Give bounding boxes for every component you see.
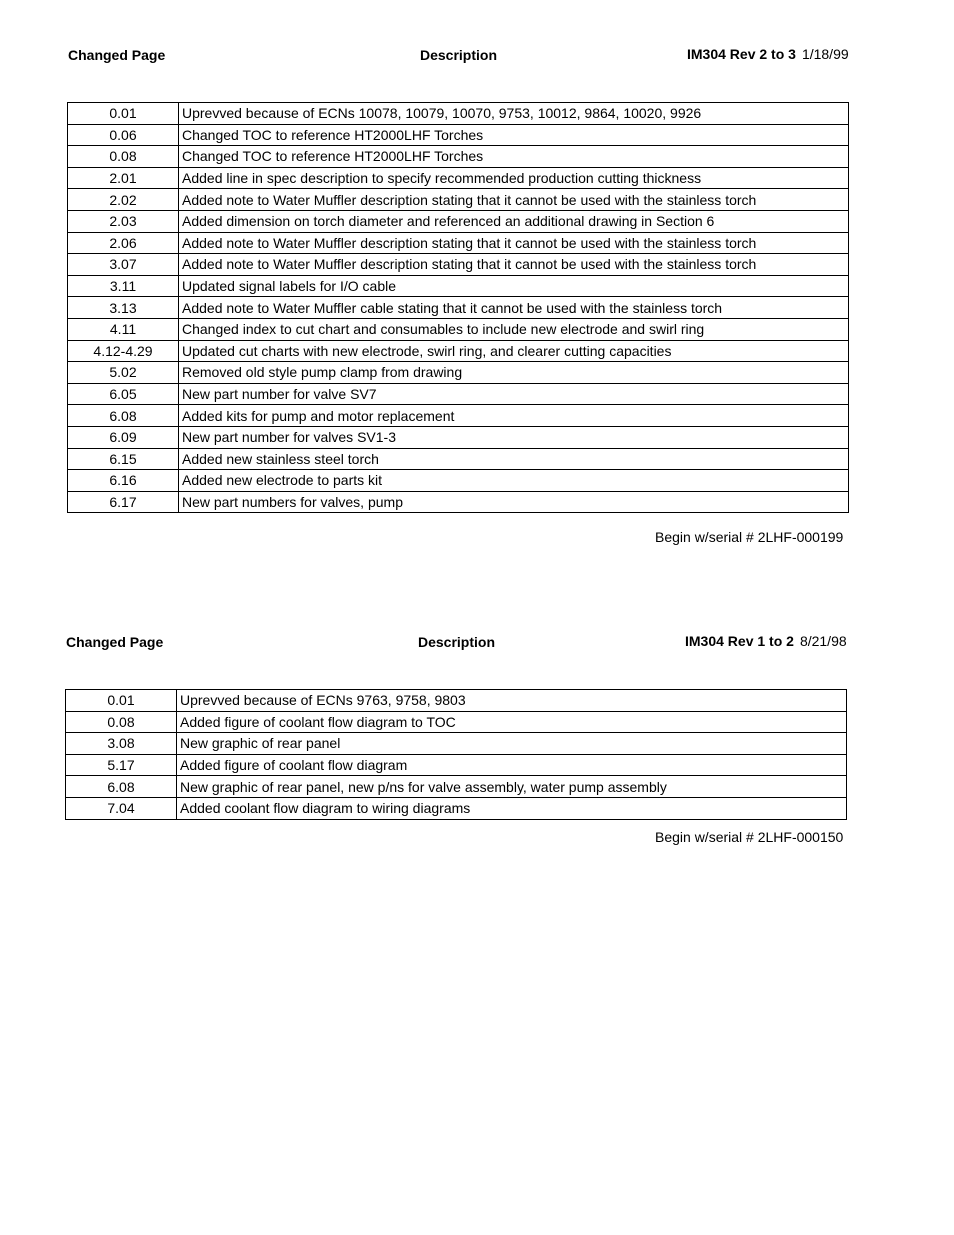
revision-label: IM304 Rev 1 to 2	[685, 633, 794, 649]
description-cell: Removed old style pump clamp from drawing	[179, 362, 849, 384]
table-row	[68, 470, 849, 492]
changed-page-cell: 3.11	[68, 275, 179, 297]
serial-note: Begin w/serial # 2LHF-000199	[655, 529, 844, 545]
description-cell: Uprevved because of ECNs 9763, 9758, 9803	[177, 690, 847, 712]
changed-page-cell: 2.02	[68, 189, 179, 211]
table-row	[68, 167, 849, 189]
changed-page-cell: 2.01	[68, 167, 179, 189]
table-row	[68, 189, 849, 211]
description-cell: Added note to Water Muffler description stating that it cannot be used with the stainless torch	[179, 232, 849, 254]
description-cell: New part number for valve SV7	[179, 383, 849, 405]
change-log-rows	[66, 690, 847, 820]
changed-page-cell: 6.16	[68, 470, 179, 492]
changed-page-cell: 0.01	[66, 690, 177, 712]
change-log-rows	[68, 103, 849, 513]
table-row	[68, 103, 849, 125]
description-cell: New graphic of rear panel	[177, 733, 847, 755]
table-row	[68, 362, 849, 384]
table-row	[68, 340, 849, 362]
revision-label: IM304 Rev 2 to 3	[687, 46, 796, 62]
change-log-table	[65, 689, 847, 820]
table-row	[66, 776, 847, 798]
description-heading: Description	[420, 47, 498, 63]
description-cell: Added note to Water Muffler description stating that it cannot be used with the stainless torch	[179, 254, 849, 276]
changed-page-cell: 6.15	[68, 448, 179, 470]
changed-page-cell: 6.17	[68, 491, 179, 513]
description-cell: New part number for valves SV1-3	[179, 426, 849, 448]
table-row	[66, 711, 847, 733]
changed-page-cell: 2.03	[68, 210, 179, 232]
table-row	[68, 275, 849, 297]
description-cell: New graphic of rear panel, new p/ns for valve assembly, water pump assembly	[177, 776, 847, 798]
revision-date: 8/21/98	[799, 633, 847, 649]
revision-date: 1/18/99	[801, 46, 849, 62]
description-cell: Added note to Water Muffler cable stating that it cannot be used with the stainless torch	[179, 297, 849, 319]
changed-page-cell: 3.13	[68, 297, 179, 319]
revision-heading	[685, 633, 847, 649]
changed-page-cell: 4.12-4.29	[68, 340, 179, 362]
table-row	[68, 297, 849, 319]
table-row	[68, 254, 849, 276]
changed-page-cell: 5.17	[66, 754, 177, 776]
changed-page-cell: 5.02	[68, 362, 179, 384]
table-row	[66, 797, 847, 819]
table-row	[68, 232, 849, 254]
changed-page-cell: 6.05	[68, 383, 179, 405]
changed-page-cell: 6.08	[68, 405, 179, 427]
changed-page-cell: 6.09	[68, 426, 179, 448]
changed-page-heading: Changed Page	[66, 634, 164, 650]
table-row	[68, 426, 849, 448]
change-log-table	[67, 102, 849, 513]
description-cell: Added new stainless steel torch	[179, 448, 849, 470]
description-cell: Changed index to cut chart and consumables to include new electrode and swirl ring	[179, 318, 849, 340]
description-cell: Added note to Water Muffler description stating that it cannot be used with the stainless torch	[179, 189, 849, 211]
changed-page-cell: 0.06	[68, 124, 179, 146]
changed-page-cell: 0.08	[68, 146, 179, 168]
description-cell: Added new electrode to parts kit	[179, 470, 849, 492]
changed-page-cell: 7.04	[66, 797, 177, 819]
table-row	[68, 146, 849, 168]
description-cell: Added dimension on torch diameter and referenced an additional drawing in Section 6	[179, 210, 849, 232]
changed-page-cell: 3.08	[66, 733, 177, 755]
table-row	[68, 405, 849, 427]
changed-page-heading: Changed Page	[68, 47, 166, 63]
revision-heading	[687, 46, 849, 62]
table-row	[68, 383, 849, 405]
description-cell: Updated cut charts with new electrode, swirl ring, and clearer cutting capacities	[179, 340, 849, 362]
changed-page-cell: 4.11	[68, 318, 179, 340]
table-row	[68, 210, 849, 232]
description-heading: Description	[418, 634, 496, 650]
changed-page-cell: 3.07	[68, 254, 179, 276]
table-row	[68, 448, 849, 470]
description-cell: Changed TOC to reference HT2000LHF Torches	[179, 146, 849, 168]
changed-page-cell: 2.06	[68, 232, 179, 254]
description-cell: Changed TOC to reference HT2000LHF Torches	[179, 124, 849, 146]
table-row	[68, 491, 849, 513]
description-cell: Uprevved because of ECNs 10078, 10079, 10070, 9753, 10012, 9864, 10020, 9926	[179, 103, 849, 125]
table-row	[66, 690, 847, 712]
changed-page-cell: 6.08	[66, 776, 177, 798]
description-cell: Added kits for pump and motor replacement	[179, 405, 849, 427]
changed-page-cell: 0.01	[68, 103, 179, 125]
table-row	[68, 318, 849, 340]
description-cell: Added line in spec description to specify recommended production cutting thickness	[179, 167, 849, 189]
changed-page-cell: 0.08	[66, 711, 177, 733]
description-cell: Added coolant flow diagram to wiring diagrams	[177, 797, 847, 819]
serial-note: Begin w/serial # 2LHF-000150	[655, 829, 844, 845]
description-cell: Added figure of coolant flow diagram	[177, 754, 847, 776]
table-row	[66, 733, 847, 755]
table-row	[66, 754, 847, 776]
description-cell: Added figure of coolant flow diagram to TOC	[177, 711, 847, 733]
table-row	[68, 124, 849, 146]
description-cell: Updated signal labels for I/O cable	[179, 275, 849, 297]
description-cell: New part numbers for valves, pump	[179, 491, 849, 513]
